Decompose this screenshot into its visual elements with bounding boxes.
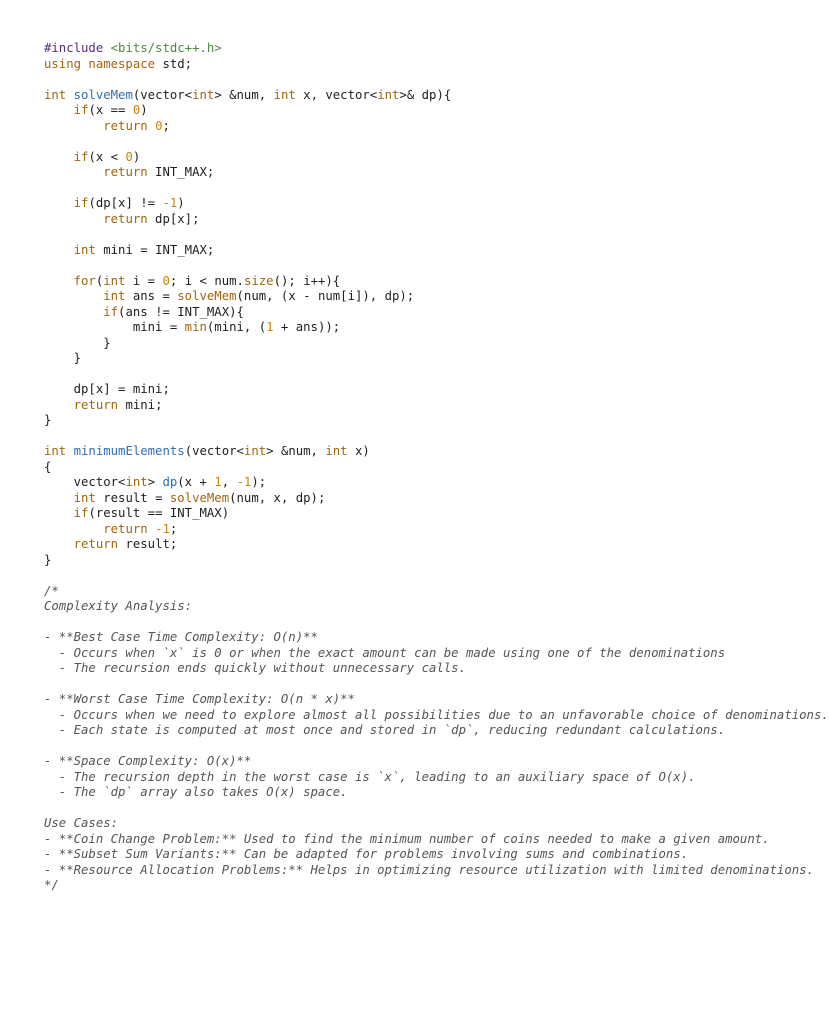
code-token: return [103, 165, 148, 179]
code-token: - Occurs when `x` is 0 or when the exact amount can be made using one of the denominations [44, 645, 726, 660]
code-token: i = [125, 273, 163, 288]
code-line [44, 661, 734, 677]
code-token: ) [177, 196, 185, 210]
code-token: } [44, 335, 111, 350]
code-token: - **Coin Change Problem:** Used to find the minimum number of coins needed to make a given amount. [44, 831, 770, 846]
code-token: Complexity Analysis: [44, 599, 193, 613]
code-token: > &num, [214, 87, 274, 102]
code-token: ( [95, 273, 104, 288]
code-token: if [73, 103, 89, 117]
code-token: int [243, 444, 267, 458]
code-token: mini = [44, 320, 185, 334]
code-token: } [44, 552, 52, 567]
code-line [44, 785, 734, 801]
code-token: -1 [162, 196, 178, 210]
code-token: >& dp){ [399, 87, 452, 102]
code-token: - Occurs when we need to explore almost all possibilities due to an unfavorable choice of denominations. [44, 707, 829, 722]
code-token: result; [118, 537, 178, 551]
code-token: ); [251, 475, 267, 489]
code-line [44, 351, 734, 367]
code-token: /* [44, 583, 59, 598]
code-token: ; [169, 521, 178, 536]
code-line [44, 274, 734, 290]
code-token: minimumElements [73, 444, 185, 458]
code-token: vector< [44, 475, 126, 489]
code-line [44, 475, 734, 491]
code-token: - **Worst Case Time Complexity: O(n * x)** [44, 692, 355, 706]
code-token: if [73, 196, 89, 210]
code-token: -1 [236, 475, 252, 489]
code-line [44, 243, 734, 259]
code-token: (ans != INT_MAX){ [118, 304, 244, 319]
code-line [44, 847, 734, 863]
code-token: return [103, 211, 148, 226]
code-line [44, 320, 734, 336]
code-line [44, 134, 734, 150]
code-block [44, 41, 829, 894]
code-line [44, 739, 734, 755]
code-line [44, 88, 734, 104]
code-token: solveMem [169, 490, 230, 505]
code-token: solveMem [177, 289, 237, 303]
code-token [44, 196, 74, 210]
code-token: return [103, 118, 156, 133]
code-line [44, 429, 734, 445]
code-line [44, 413, 734, 429]
code-token [44, 491, 74, 505]
code-line [44, 103, 734, 119]
code-token: { [44, 459, 52, 474]
code-token: (); i++){ [273, 273, 341, 288]
code-line [44, 677, 734, 693]
code-token: - **Subset Sum Variants:** Can be adapted for problems involving sums and combinations. [44, 847, 689, 861]
code-line [44, 816, 734, 832]
code-token [44, 274, 74, 288]
code-token: 0 [155, 118, 163, 133]
code-token: ) [132, 149, 141, 164]
code-token: Use Cases: [44, 816, 119, 830]
code-line [44, 181, 734, 197]
code-token: int [125, 475, 148, 489]
code-token: ) [140, 103, 148, 117]
code-token: (vector< [184, 444, 244, 458]
code-token: - Each state is computed at most once and stored in `dp`, reducing redundant calculations. [44, 723, 726, 737]
code-line [44, 444, 734, 460]
code-token [44, 119, 103, 133]
code-token: (num, (x - num[i]), dp); [236, 289, 415, 303]
code-line [44, 119, 734, 135]
code-line [44, 41, 734, 57]
code-token: (mini, ( [206, 320, 267, 334]
code-token: } [44, 413, 52, 427]
code-token: dp[x]; [147, 211, 200, 226]
code-token: mini; [118, 397, 163, 412]
code-token: ; i < num. [169, 273, 244, 288]
code-token [44, 289, 103, 303]
code-token [44, 305, 103, 319]
code-token: return [73, 397, 119, 412]
code-token: ; [162, 118, 170, 133]
code-token: (result == INT_MAX) [88, 506, 230, 520]
code-token: int [44, 87, 74, 102]
code-token: (x < [88, 149, 126, 164]
code-token [44, 150, 74, 164]
code-token: int [103, 289, 126, 303]
code-token: - **Best Case Time Complexity: O(n)** [44, 630, 318, 644]
code-token: 0 [125, 149, 133, 164]
code-line [44, 568, 734, 584]
code-token: dp [162, 475, 178, 489]
code-token: - The recursion ends quickly without unnecessary calls. [44, 661, 466, 675]
code-token: 0 [132, 103, 141, 117]
code-line [44, 196, 734, 212]
code-token: - The recursion depth in the worst case is `x`, leading to an auxiliary space of O(x). [44, 769, 696, 784]
code-token: , [221, 475, 237, 489]
code-token: x, vector< [295, 87, 378, 102]
code-token: -1 [155, 521, 170, 536]
code-token: int [44, 444, 74, 458]
code-token: (num, x, dp); [229, 490, 326, 505]
code-token: int [273, 87, 296, 102]
code-line [44, 289, 734, 305]
code-line [44, 692, 734, 708]
code-token [44, 522, 103, 536]
code-line [44, 522, 734, 538]
code-token: size [243, 273, 274, 288]
code-token [44, 537, 74, 551]
code-token: ans = [125, 289, 178, 303]
code-token [44, 103, 74, 117]
code-token: result = [95, 490, 170, 505]
code-token: int [377, 87, 400, 102]
code-token: (x + [177, 475, 215, 489]
code-line [44, 305, 734, 321]
code-token: 0 [162, 273, 170, 288]
code-token [44, 165, 103, 179]
code-token: int [192, 87, 215, 102]
code-token: if [103, 304, 119, 319]
code-token: int [73, 490, 96, 505]
code-token: dp[x] = mini; [44, 382, 170, 396]
code-token: if [73, 149, 89, 164]
code-token: INT_MAX; [147, 165, 215, 179]
code-line [44, 491, 734, 507]
code-line [44, 57, 734, 73]
code-token: 1 [214, 475, 222, 489]
code-line [44, 754, 734, 770]
code-token: mini = INT_MAX; [95, 242, 215, 257]
code-line [44, 801, 734, 817]
code-line [44, 258, 734, 274]
code-line [44, 584, 734, 600]
code-token [44, 212, 103, 226]
code-line [44, 831, 770, 848]
code-line [44, 460, 734, 476]
code-line [44, 227, 734, 243]
code-token: #include [44, 41, 111, 55]
code-line [44, 212, 734, 228]
code-token: std; [155, 56, 193, 71]
code-line [44, 553, 734, 569]
code-token: return [73, 537, 119, 551]
code-token: 1 [266, 320, 274, 334]
code-line [44, 165, 734, 181]
code-token: - The `dp` array also takes O(x) space. [44, 785, 348, 799]
code-line [44, 862, 814, 879]
code-line [44, 878, 734, 894]
code-token [44, 243, 74, 257]
code-token: x) [347, 444, 370, 458]
code-token: + ans)); [273, 320, 341, 334]
code-line [44, 367, 734, 383]
code-line [44, 599, 734, 615]
code-token: <bits/stdc++.h> [110, 41, 222, 55]
code-token [44, 398, 74, 412]
code-line [44, 630, 734, 646]
code-token: solveMem [73, 87, 133, 102]
code-token: int [73, 242, 96, 257]
code-line [44, 646, 734, 662]
code-token: > [147, 475, 163, 489]
code-token: (x == [88, 103, 133, 117]
code-line [44, 336, 734, 352]
code-line [44, 506, 734, 522]
code-line [44, 72, 734, 88]
code-line [44, 537, 734, 553]
code-token: return [103, 521, 156, 536]
code-token: using namespace [44, 56, 156, 71]
code-token: (vector< [132, 87, 193, 102]
code-token: if [73, 506, 89, 520]
code-token: int [325, 444, 348, 458]
code-token: - **Space Complexity: O(x)** [44, 754, 252, 768]
code-line [44, 150, 734, 166]
code-token: > &num, [266, 444, 326, 458]
code-token: min [184, 320, 207, 334]
code-token: int [103, 273, 126, 288]
code-token: - **Resource Allocation Problems:** Helps in optimizing resource utilization with limited denominations. [44, 862, 814, 877]
code-line [44, 723, 734, 739]
code-line [44, 382, 734, 398]
code-line [44, 770, 734, 786]
code-line [44, 398, 734, 414]
code-line [44, 707, 829, 724]
code-token: } [44, 351, 82, 365]
code-token [44, 506, 74, 520]
code-token: for [73, 273, 96, 288]
code-token: */ [44, 878, 59, 892]
code-token: (dp[x] != [88, 196, 163, 210]
code-line [44, 615, 734, 631]
